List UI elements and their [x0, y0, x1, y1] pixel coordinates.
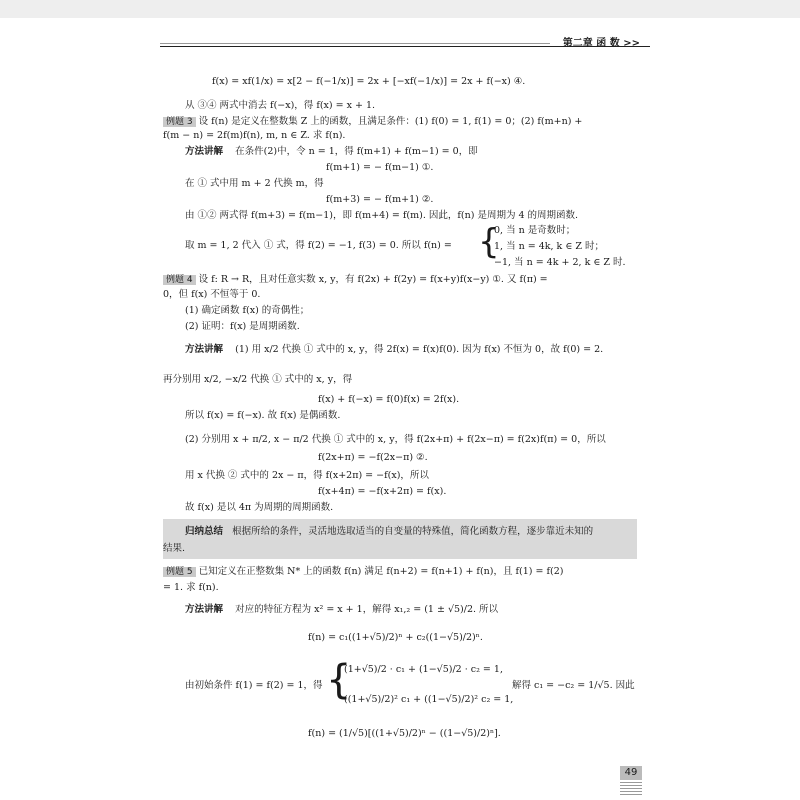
- example-5-label: 例题 5: [163, 567, 196, 577]
- case-brace: {: [478, 222, 500, 262]
- equation-2: f(m+3) = − f(m+1) ②.: [326, 194, 434, 205]
- summary: [185, 526, 593, 538]
- case-2: 1, 当 n = 4k, k ∈ Z 时；: [494, 241, 605, 252]
- example-4: [163, 274, 548, 286]
- summary-text: 根据所给的条件，灵活地选取适当的自变量的特殊值，简化函数方程，逐步靠近未知的: [232, 526, 594, 537]
- equation: f(n) = (1/√5)[((1+√5)/2)ⁿ − ((1−√5)/2)ⁿ].: [308, 728, 501, 739]
- text-line: (1) 确定函数 f(x) 的奇偶性；: [185, 305, 310, 316]
- example-5: [163, 566, 563, 578]
- text-line: (2) 分别用 x + π/2, x − π/2 代换 ① 式中的 x, y，得 f(2x+π) + f(2x−π) = f(2x)f(π) = 0，所以: [185, 434, 606, 445]
- system-brace: {: [326, 657, 352, 703]
- method-5: [185, 604, 498, 616]
- page-decoration: [620, 782, 642, 796]
- text-line: 所以 f(x) = f(−x). 故 f(x) 是偶函数.: [185, 410, 341, 421]
- text-line: 取 m = 1, 2 代入 ① 式，得 f(2) = −1, f(3) = 0. 所以 f(n) =: [185, 240, 452, 251]
- system-eq-1: (1+√5)/2 · c₁ + (1−√5)/2 · c₂ = 1,: [344, 664, 503, 675]
- text-line: 在 ① 式中用 m + 2 代换 m，得: [185, 178, 324, 189]
- example-3-text: 设 f(n) 是定义在整数集 Z 上的函数，且满足条件：(1) f(0) = 1, f(1) = 0；(2) f(m+n) +: [198, 116, 583, 127]
- header-rule-thin: [160, 43, 550, 44]
- text-line: 从 ③④ 两式中消去 f(−x)，得 f(x) = x + 1.: [185, 100, 376, 111]
- text-line: (2) 证明：f(x) 是周期函数.: [185, 321, 300, 332]
- equation: f(x) + f(−x) = f(0)f(x) = 2f(x).: [318, 394, 460, 405]
- equation-1: f(m+1) = − f(m−1) ①.: [326, 162, 434, 173]
- method-5-text: 对应的特征方程为 x² = x + 1，解得 x₁,₂ = (1 ± √5)/2. 所以: [235, 604, 499, 615]
- text-line: = 1. 求 f(n).: [163, 582, 219, 593]
- method-label: 方法讲解: [185, 146, 224, 157]
- method-3: [185, 146, 478, 158]
- text-line: 故 f(x) 是以 4π 为周期的周期函数.: [185, 502, 334, 513]
- equation: f(2x+π) = −f(2x−π) ②.: [318, 452, 428, 463]
- summary-box: [163, 519, 637, 559]
- equation-4: f(x) = xf(1/x) = x[2 − f(−1/x)] = 2x + [−xf(−1/x)] = 2x + f(−x) ④.: [212, 76, 526, 87]
- top-margin: [0, 0, 800, 18]
- equation: f(n) = c₁((1+√5)/2)ⁿ + c₂((1−√5)/2)ⁿ.: [308, 632, 483, 643]
- page-number: 49: [620, 766, 642, 780]
- text-line: 再分别用 x/2, −x/2 代换 ① 式中的 x, y，得: [163, 374, 353, 385]
- text-line: 由初始条件 f(1) = f(2) = 1，得: [185, 680, 323, 691]
- method-label: 方法讲解: [185, 604, 224, 615]
- text-line: 由 ①② 两式得 f(m+3) = f(m−1)，即 f(m+4) = f(m). 因此，f(n) 是周期为 4 的周期函数.: [185, 210, 579, 221]
- text-line: 用 x 代换 ② 式中的 2x − π，得 f(x+2π) = −f(x)，所以: [185, 470, 429, 481]
- example-4-text: 设 f: R → R，且对任意实数 x, y，有 f(2x) + f(2y) = f(x+y)f(x−y) ①. 又 f(π) =: [198, 274, 548, 285]
- method-4-text: (1) 用 x/2 代换 ① 式中的 x, y，得 2f(x) = f(x)f(0). 因为 f(x) 不恒为 0，故 f(0) = 2.: [235, 344, 604, 355]
- example-5-text: 已知定义在正整数集 N* 上的函数 f(n) 满足 f(n+2) = f(n+1) + f(n)，且 f(1) = f(2): [198, 566, 564, 577]
- example-4-label: 例题 4: [163, 275, 196, 285]
- summary-label: 归纳总结: [185, 526, 224, 537]
- equation: f(x+4π) = −f(x+2π) = f(x).: [318, 486, 447, 497]
- text-line: 0，但 f(x) 不恒等于 0.: [163, 289, 261, 300]
- example-3-label: 例题 3: [163, 117, 196, 127]
- example-3: [163, 116, 582, 128]
- text-line: f(m − n) = 2f(m)f(n), m, n ∈ Z. 求 f(n).: [163, 130, 346, 141]
- text-line: 结果.: [163, 543, 186, 554]
- case-1: 0, 当 n 是奇数时；: [494, 225, 576, 236]
- system-eq-2: ((1+√5)/2)² c₁ + ((1−√5)/2)² c₂ = 1,: [344, 694, 514, 705]
- chapter-header: 第二章 函 数 >>: [562, 38, 640, 49]
- case-3: −1, 当 n = 4k + 2, k ∈ Z 时.: [494, 257, 626, 268]
- method-4: [185, 344, 603, 356]
- method-label: 方法讲解: [185, 344, 224, 355]
- method-3-text: 在条件(2)中，令 n = 1，得 f(m+1) + f(m−1) = 0，即: [235, 146, 478, 157]
- text-line: 解得 c₁ = −c₂ = 1/√5. 因此: [512, 680, 635, 691]
